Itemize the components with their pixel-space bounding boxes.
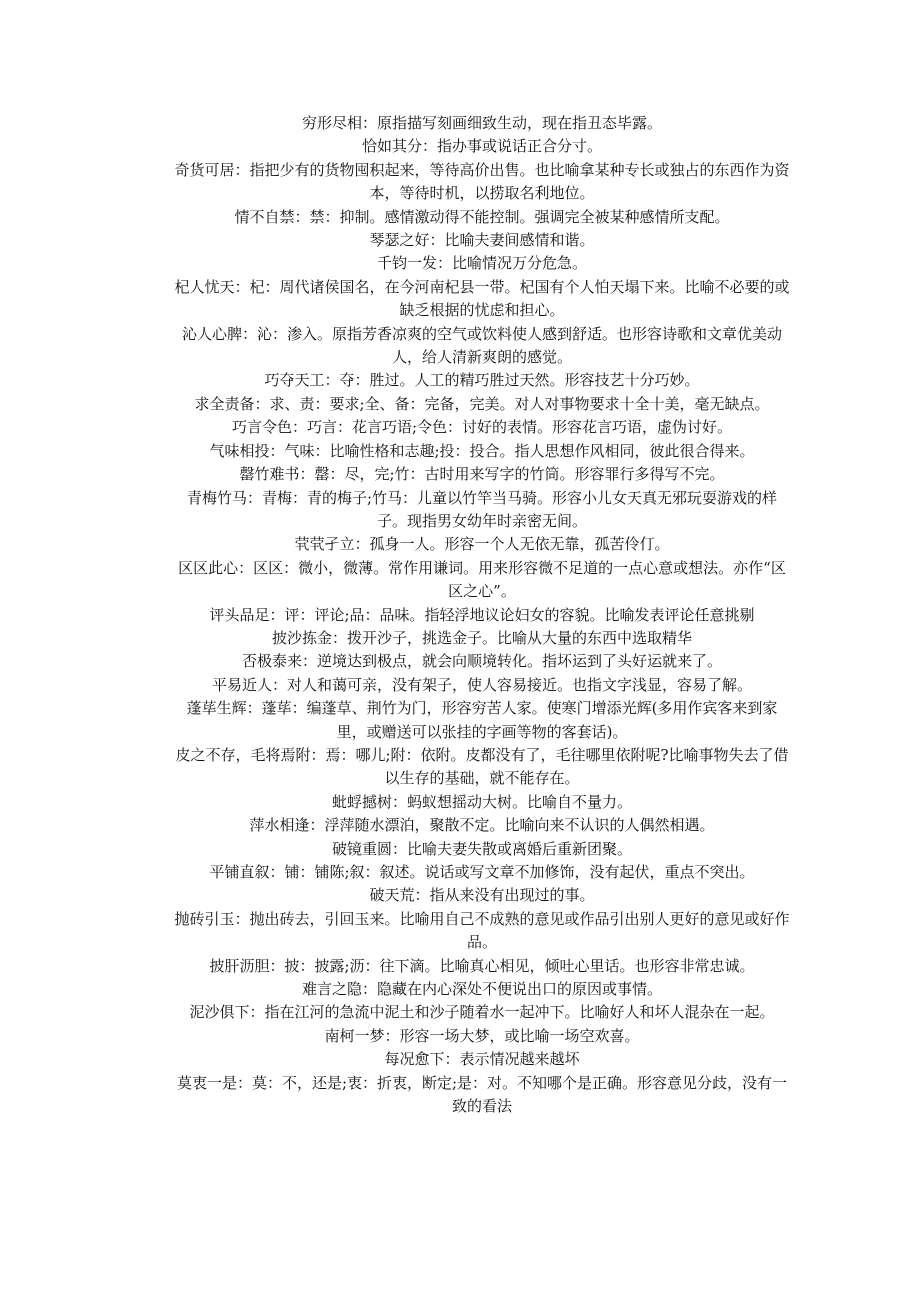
idiom-entry: 评头品足：评：评论;品：品味。指轻浮地议论妇女的容貌。比喻发表评论任意挑剔 [209,605,755,624]
idiom-entry: 求全责备：求、责：要求;全、备：完备，完美。对人对事物要求十全十美，毫无缺点。 [194,394,770,413]
idiom-entry: 平易近人：对人和蔼可亲，没有架子，使人容易接近。也指文字浅显，容易了解。 [211,675,752,694]
idiom-entry: 蚍蜉撼树：蚂蚁想摇动大树。比喻自不量力。 [331,792,632,811]
idiom-entry: 气味相投：气味：比喻性格和志趣;投：投合。指人思想作风相同，彼此很合得来。 [209,441,755,460]
idiom-entry: 每况愈下：表示情况越来越坏 [384,1050,580,1069]
idiom-entry: 琴瑟之好：比喻夫妻间感情和谐。 [369,231,595,250]
idiom-entry: 破天荒：指从来没有出现过的事。 [369,886,595,905]
idiom-entry: 杞人忧天：杞：周代诸侯国名，在今河南杞县一带。杞国有个人怕天塌下来。比喻不必要的或缺乏根据的忧虑和担心。 [174,277,790,320]
idiom-entry: 否极泰来：逆境达到极点，就会向顺境转化。指坏运到了头好运就来了。 [241,652,722,671]
idiom-entry: 奇货可居：指把少有的货物囤积起来，等待高价出售。也比喻拿某种专长或独占的东西作为资本，等待时机，以捞取名利地位。 [174,160,790,203]
idiom-entry: 情不自禁：禁：抑制。感情激动得不能控制。强调完全被某种感情所支配。 [234,207,730,226]
idiom-entry: 穷形尽相：原指描写刻画细致生动，现在指丑态毕露。 [301,114,662,132]
idiom-entry: 蓬荜生辉：蓬荜：编蓬草、荆竹为门，形容穷苦人家。使寒门增添光辉(多用作宾客来到家里，或赠送可以张挂的字画等物的客套话)。 [186,699,778,741]
idiom-entry: 青梅竹马：青梅：青的梅子;竹马：儿童以竹竿当马骑。形容小儿女天真无邪玩耍游戏的样子。现指男女幼年时亲密无间。 [186,488,778,530]
idiom-entry: 千钧一发：比喻情况万分危急。 [376,254,587,273]
idiom-list [172,112,792,1118]
idiom-entry: 披肝沥胆：披：披露;沥：往下滴。比喻真心相见，倾吐心里话。也形容非常忠诚。 [209,956,755,975]
idiom-entry: 茕茕孑立：孤身一人。形容一个人无依无靠，孤苦伶仃。 [294,535,670,554]
idiom-entry: 恰如其分：指办事或说话正合分寸。 [361,137,602,156]
idiom-entry: 抛砖引玉：抛出砖去，引回玉来。比喻用自己不成熟的意见或作品引出别人更好的意见或好作品。 [174,909,790,952]
idiom-entry: 莫衷一是：莫：不，还是;衷：折衷，断定;是：对。不知哪个是正确。形容意见分歧，没有一致的看法 [176,1073,788,1116]
idiom-entry: 泥沙俱下：指在江河的急流中泥土和沙子随着水一起冲下。比喻好人和坏人混杂在一起。 [189,1003,775,1022]
idiom-entry: 披沙拣金：拨开沙子，挑选金子。比喻从大量的东西中选取精华 [271,628,692,647]
idiom-entry: 巧夺天工：夺：胜过。人工的精巧胜过天然。形容技艺十分巧妙。 [264,371,700,390]
idiom-entry: 南柯一梦：形容一场大梦，或比喻一场空欢喜。 [324,1026,640,1045]
idiom-entry: 巧言令色：巧言：花言巧语;令色：讨好的表情。形容花言巧语，虚伪讨好。 [231,418,733,437]
idiom-entry: 区区此心：区区：微小，微薄。常作用谦词。用来形容微不足道的一点心意或想法。亦作“区区之心”。 [178,558,786,601]
idiom-entry: 罄竹难书：罄：尽，完;竹：古时用来写字的竹筒。形容罪行多得写不完。 [239,465,725,484]
idiom-entry: 难言之隐：隐藏在内心深处不便说出口的原因或事情。 [301,980,662,999]
idiom-entry: 皮之不存，毛将焉附：焉：哪儿;附：依附。皮都没有了，毛往哪里依附呢?比喻事物失去了借以生存的基础，就不能存在。 [175,745,789,788]
idiom-entry: 平铺直叙：铺：铺陈;叙：叙述。说话或写文章不加修饰，没有起伏，重点不突出。 [209,863,755,881]
idiom-entry: 萍水相逢：浮萍随水漂泊，聚散不定。比喻向来不认识的人偶然相遇。 [249,816,715,835]
idiom-entry: 破镜重圆：比喻夫妻失散或离婚后重新团聚。 [331,839,632,858]
idiom-entry: 沁人心脾：沁：渗入。原指芳香凉爽的空气或饮料使人感到舒适。也形容诗歌和文章优美动人，给人清新爽朗的感觉。 [181,324,782,367]
